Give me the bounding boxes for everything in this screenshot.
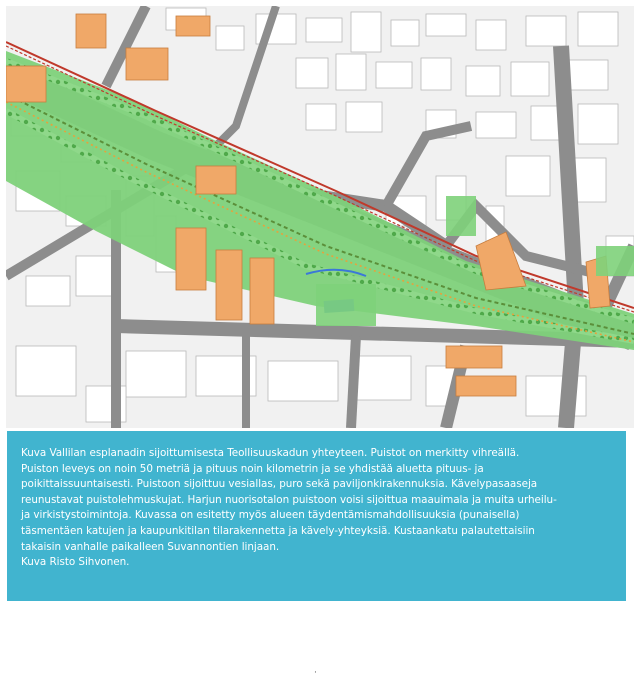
esplanade-map <box>6 6 634 428</box>
caption-box <box>7 431 626 601</box>
map-image <box>6 6 634 428</box>
caption-line: Puiston leveys on noin 50 metriä ja pituus noin kilometrin ja se yhdistää aluetta pituus- ja <box>21 462 484 475</box>
caption-line: poikittaissuuntaisesti. Puistoon sijoittuu vesiallas, puro sekä paviljonkirakennuksia. Kävelypasaaseja <box>21 478 538 491</box>
caption-line: ja virkistystoimintoja. Kuvassa on esitetty myös alueen täydentämismahdollisuuksia (punaisella) <box>21 509 520 522</box>
caption-credit: Kuva Risto Sihvonen. <box>21 556 130 569</box>
page-mark: · <box>314 668 317 678</box>
caption-line: reunustavat puistolehmuskujat. Harjun nuorisotalon puistoon voisi sijoittua maauimala ja muita urheilu- <box>21 493 557 506</box>
caption-line: takaisin vanhalle paikalleen Suvannontien linjaan. <box>21 540 280 553</box>
caption-line: Kuva Vallilan esplanadin sijoittumisesta Teollisuuskadun yhteyteen. Puistot on merkitty vihreällä. <box>21 447 520 459</box>
caption-line: täsmentäen katujen ja kaupunkitilan tilarakennetta ja kävely-yhteyksiä. Kustaankatu palautettaisiin <box>21 524 535 537</box>
